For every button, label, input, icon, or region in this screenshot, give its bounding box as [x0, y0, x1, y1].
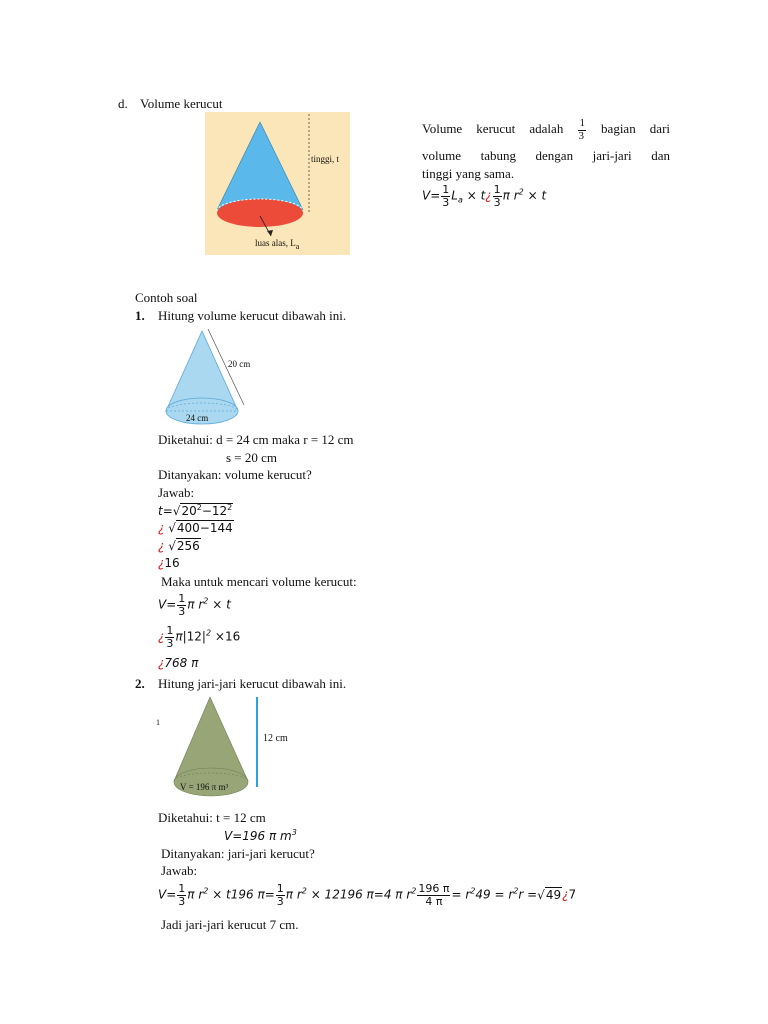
cone-figure-2	[170, 695, 300, 805]
q2-conclusion: Jadi jari-jari kerucut 7 cm.	[161, 917, 299, 932]
volume-formula: V= $\frac{1}{3}$ $L_a$ × t¿ $\frac{1}{3}$ π $r^2 \times t$	[422, 183, 547, 209]
section-letter: d.	[118, 96, 128, 111]
q1-step-2: ¿ √400−144	[158, 521, 233, 535]
height-label: tinggi, t	[311, 154, 340, 164]
description-line-3: tinggi yang sama.	[422, 166, 515, 181]
base-area-label: luas alas, $L_a$	[255, 238, 300, 251]
q2-height-label: 12 cm	[263, 733, 288, 744]
question-2-number: 2.	[135, 676, 145, 691]
q2-asked: Ditanyakan: jari-jari kerucut?	[161, 846, 315, 861]
q1-answer-label: Jawab:	[158, 485, 195, 500]
question-1-number: 1.	[135, 308, 145, 323]
q2-known-1: Diketahui: t = 12 cm	[158, 810, 266, 825]
one-third-fraction: $\frac{1}{3}$	[578, 117, 585, 142]
q1-volume-result: ¿768 π	[158, 656, 199, 670]
description-line-2: volume tabung dengan jari-jari dan	[422, 148, 670, 163]
slant-label: 20 cm	[228, 359, 251, 369]
q2-volume-label: V = 196 π m³	[180, 782, 229, 792]
question-2-text: Hitung jari-jari kerucut dibawah ini.	[158, 676, 347, 691]
q1-step-3: ¿ √256	[158, 539, 200, 553]
q1-volume-substitution: ¿ $\frac{1}{3}$ $\pi|12|^2 \times 16$	[158, 624, 241, 650]
cone-volume-figure	[205, 112, 350, 255]
q2-known-2: V=196 π $m^3$	[224, 828, 297, 843]
q1-step-4: ¿16	[158, 556, 180, 570]
cone-figure-1	[160, 325, 270, 430]
cone-body	[217, 122, 303, 210]
q1-then: Maka untuk mencari volume kerucut:	[161, 574, 357, 589]
question-1-text: Hitung volume kerucut dibawah ini.	[158, 308, 347, 323]
section-title: Volume kerucut	[140, 96, 223, 111]
q2-formula: V= $\frac{1}{3}$ π $r^2 \times t196$ π= $\frac{1}{3}$ π $r^2 \times 12196$ π=4 π $r^2$ $\frac{196 \pi}{4 \pi}$ = $r^249 = r^2r$ =√49¿7	[158, 882, 577, 908]
example-heading: Contoh soal	[135, 290, 198, 305]
diameter-label: 24 cm	[186, 413, 209, 423]
q2-answer-label: Jawab:	[161, 863, 198, 878]
q1-step-1: $t=√20^2-12^2$	[158, 503, 233, 518]
description-line-1: Volume kerucut adalah $\frac{1}{3}$ bagian dari	[422, 117, 671, 142]
q1-known-2: s = 20 cm	[226, 450, 278, 465]
q1-asked: Ditanyakan: volume kerucut?	[158, 467, 312, 482]
q2-figure-mark: 1	[156, 718, 160, 727]
q1-known-1: Diketahui: d = 24 cm maka r = 12 cm	[158, 432, 354, 447]
cone-base	[217, 199, 303, 227]
q1-volume-formula: V= $\frac{1}{3}$ π $r^2 \times t$	[158, 592, 231, 618]
